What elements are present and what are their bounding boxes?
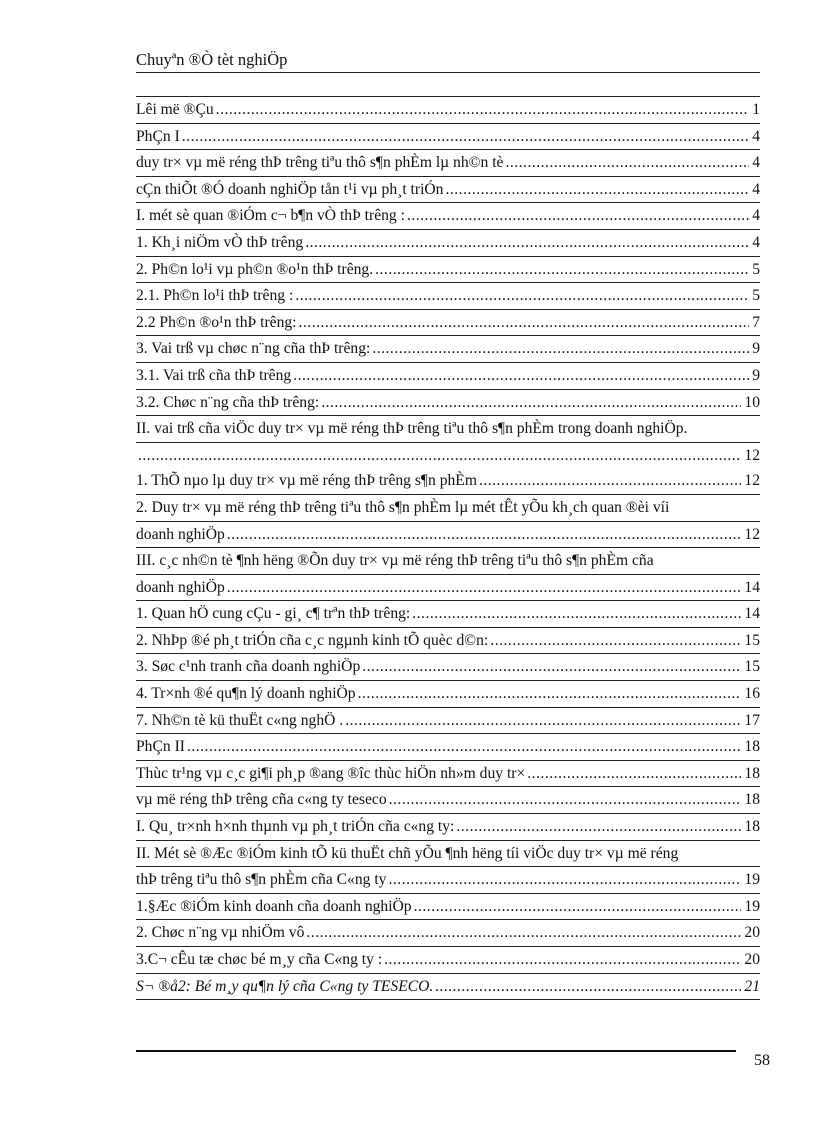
toc-entry-page: 18 [744, 764, 760, 782]
toc-entry-title: 1. ThÕ nµo lµ duy tr× vµ më réng thÞ trêng s¶n phÈm [136, 472, 477, 490]
toc-entry-title: 3.C¬ cÊu tæ chøc bé m¸y cña C«ng ty : [136, 951, 383, 968]
toc-entry[interactable] [136, 841, 760, 868]
toc-entry-page: 4 [752, 180, 760, 198]
toc-entry-page: 4 [752, 233, 760, 251]
toc-entry[interactable] [136, 761, 760, 788]
toc-entry-title: 2. NhÞp ®é ph¸t triÓn cña c¸c ngµnh kinh tÕ quèc d©n: [136, 631, 489, 649]
toc-dot-leader [389, 787, 742, 813]
toc-entry[interactable] [136, 203, 760, 230]
toc-dot-leader [321, 390, 741, 416]
toc-entry[interactable] [136, 947, 760, 974]
toc-dot-leader [182, 124, 749, 150]
toc-entry-title: 4. Tr×nh ®é qu¶n lý doanh nghiÖp [136, 685, 356, 703]
page-header [136, 50, 760, 73]
toc-entry[interactable] [136, 257, 760, 284]
toc-entry-page: 18 [744, 818, 760, 836]
toc-entry[interactable] [136, 654, 760, 681]
toc-entry[interactable] [136, 920, 760, 947]
header-title: Chuyªn ®Ò tèt nghiÖp [136, 50, 288, 69]
toc-entry-title: I. mét sè quan ®iÓm c¬ b¶n vÒ thÞ trêng : [136, 207, 405, 225]
toc-entry-title: 2. Ph©n lo¹i vµ ph©n ®o¹n thÞ trêng. [136, 260, 374, 278]
toc-entry[interactable] [136, 548, 760, 575]
toc-entry-title: 1. Quan hÖ cung cÇu - gi¸ c¶ trªn thÞ trêng: [136, 605, 411, 623]
toc-entry[interactable] [136, 575, 760, 602]
toc-entry-title: 3.1. Vai trß cña thÞ trêng [136, 366, 292, 384]
toc-entry[interactable] [136, 787, 760, 814]
toc-entry[interactable] [136, 867, 760, 894]
toc-entry-page: 12 [744, 525, 760, 543]
toc-entry[interactable] [136, 708, 760, 735]
toc-dot-leader [527, 761, 741, 787]
toc-entry[interactable] [136, 601, 760, 628]
toc-entry-title: duy tr× vµ më réng thÞ trêng tiªu thô s¶n phÈm lµ nh©n tè [136, 154, 504, 172]
toc-entry-title: 1. Kh¸i niÖm vÒ thÞ trêng [136, 233, 304, 251]
toc-entry-page: 9 [752, 366, 760, 384]
toc-entry-title: 2.2 Ph©n ®o¹n thÞ trêng: [136, 313, 297, 331]
toc-dot-leader [362, 654, 741, 680]
toc-entry-page: 20 [744, 951, 760, 968]
toc-entry-page: 5 [752, 287, 760, 305]
toc-dot-leader [479, 468, 741, 494]
toc-entry-page: 18 [744, 791, 760, 809]
toc-entry-title: 2. Chøc n¨ng vµ nhiÖm vô [136, 924, 305, 942]
toc-entry-page: 12 [744, 472, 760, 490]
footer-divider [136, 1050, 736, 1052]
toc-entry-page: 21 [744, 977, 760, 995]
toc-entry-page: 1 [752, 101, 760, 118]
toc-dot-leader [227, 575, 742, 601]
toc-dot-leader [456, 814, 741, 840]
toc-entry[interactable] [136, 416, 760, 443]
toc-entry-title: 1.§Æc ®iÓm kinh doanh cña doanh nghiÖp [136, 897, 412, 915]
toc-entry-page: 14 [744, 578, 760, 596]
toc-dot-leader [375, 257, 749, 283]
toc-entry[interactable] [136, 230, 760, 257]
toc-entry[interactable] [136, 443, 760, 469]
toc-entry-page: 4 [752, 127, 760, 145]
toc-entry[interactable] [136, 522, 760, 549]
toc-entry-page: 9 [752, 340, 760, 358]
toc-entry-title: doanh nghiÖp [136, 578, 225, 596]
toc-entry-title: I. Qu¸ tr×nh h×nh thµnh vµ ph¸t triÓn cña c«ng ty: [136, 818, 455, 836]
toc-entry[interactable] [136, 390, 760, 417]
toc-entry[interactable] [136, 628, 760, 655]
toc-entry-page: 20 [744, 924, 760, 942]
toc-dot-leader [372, 336, 749, 362]
toc-entry-page: 15 [744, 658, 760, 676]
toc-entry-page: 12 [744, 446, 760, 464]
toc-dot-leader [490, 628, 741, 654]
toc-dot-leader [414, 894, 742, 920]
toc-entry[interactable] [136, 336, 760, 363]
toc-entry-page: 19 [744, 897, 760, 915]
toc-entry[interactable] [136, 124, 760, 151]
toc-dot-leader [138, 443, 741, 469]
toc-dot-leader [345, 708, 741, 734]
toc-dot-leader [407, 203, 749, 229]
toc-entry-title: thÞ trêng tiªu thô s¶n phÈm cña C«ng ty [136, 871, 387, 889]
toc-entry[interactable] [136, 310, 760, 337]
toc-dot-leader [187, 734, 741, 760]
toc-entry-title: vµ më réng thÞ trêng cña c«ng ty teseco [136, 791, 387, 809]
toc-entry[interactable] [136, 974, 760, 1001]
toc-dot-leader [412, 601, 741, 627]
toc-entry-title: 3.2. Chøc n¨ng cña thÞ trêng: [136, 393, 320, 411]
toc-entry-title: Lêi më ®Çu [136, 101, 214, 118]
toc-entry-title: 2. Duy tr× vµ më réng thÞ trêng tiªu thô s¶n phÈm lµ mét tÊt yÕu kh¸ch quan ®èi víi [136, 498, 670, 516]
toc-entry[interactable] [136, 468, 760, 495]
toc-entry-title: II. vai trß cña viÖc duy tr× vµ më réng thÞ trêng tiªu thô s¶n phÈm trong doanh nghiÖp. [136, 420, 688, 438]
toc-entry-title: S¬ ®å2: Bé m¸y qu¶n lý cña C«ng ty TESECO. [136, 977, 434, 995]
toc-dot-leader [293, 363, 749, 389]
toc-dot-leader [305, 230, 749, 256]
toc-entry[interactable] [136, 283, 760, 310]
table-of-contents [136, 96, 760, 1000]
toc-dot-leader [299, 310, 750, 336]
toc-entry-title: 7. Nh©n tè kü thuËt c«ng nghÖ . [136, 711, 344, 729]
toc-entry-page: 10 [744, 393, 760, 411]
toc-entry-page: 18 [744, 738, 760, 756]
toc-entry-page: 15 [744, 631, 760, 649]
toc-entry[interactable] [136, 681, 760, 708]
toc-dot-leader [384, 947, 741, 973]
toc-dot-leader [295, 283, 749, 309]
toc-entry[interactable] [136, 177, 760, 204]
toc-dot-leader [435, 974, 741, 1000]
toc-entry[interactable] [136, 363, 760, 390]
toc-entry-title: II. Mét sè ®Æc ®iÓm kinh tÕ kü thuËt chñ yÕu ¶nh hëng tíi viÖc duy tr× vµ më réng [136, 844, 679, 862]
toc-entry[interactable] [136, 894, 760, 921]
toc-entry-title: PhÇn I [136, 127, 180, 145]
toc-dot-leader [388, 867, 741, 893]
toc-dot-leader [358, 681, 742, 707]
toc-entry-title: 2.1. Ph©n lo¹i thÞ trêng : [136, 287, 294, 305]
toc-dot-leader [306, 920, 741, 946]
toc-entry-page: 4 [752, 207, 760, 225]
toc-entry-page: 17 [744, 711, 760, 729]
toc-entry-page: 19 [744, 871, 760, 889]
toc-entry[interactable] [136, 97, 760, 124]
toc-entry-title: doanh nghiÖp [136, 525, 225, 543]
toc-entry[interactable] [136, 150, 760, 177]
toc-entry-title: III. c¸c nh©n tè ¶nh hëng ®Õn duy tr× vµ më réng thÞ trêng tiªu thô s¶n phÈm cña [136, 552, 654, 570]
toc-entry[interactable] [136, 814, 760, 841]
toc-entry[interactable] [136, 495, 760, 522]
toc-dot-leader [505, 150, 749, 176]
toc-dot-leader [216, 97, 750, 123]
toc-entry-page: 5 [752, 260, 760, 278]
toc-entry-title: 3. Vai trß vµ chøc n¨ng cña thÞ trêng: [136, 340, 371, 358]
toc-entry-title: 3. Søc c¹nh tranh cña doanh nghiÖp [136, 658, 361, 676]
toc-entry-page: 4 [752, 154, 760, 172]
toc-entry[interactable] [136, 734, 760, 761]
toc-entry-page: 16 [744, 685, 760, 703]
page-number: 58 [754, 1052, 770, 1069]
toc-entry-title: PhÇn II [136, 738, 185, 756]
toc-entry-page: 7 [752, 313, 760, 331]
toc-entry-title: cÇn thiÕt ®Ó doanh nghiÖp tån t¹i vµ ph¸t triÓn [136, 180, 444, 198]
toc-dot-leader [445, 177, 749, 203]
toc-entry-page: 14 [744, 605, 760, 623]
toc-dot-leader [227, 522, 742, 548]
toc-entry-title: Thùc tr¹ng vµ c¸c gi¶i ph¸p ®ang ®îc thùc hiÖn nh»m duy tr× [136, 764, 526, 782]
